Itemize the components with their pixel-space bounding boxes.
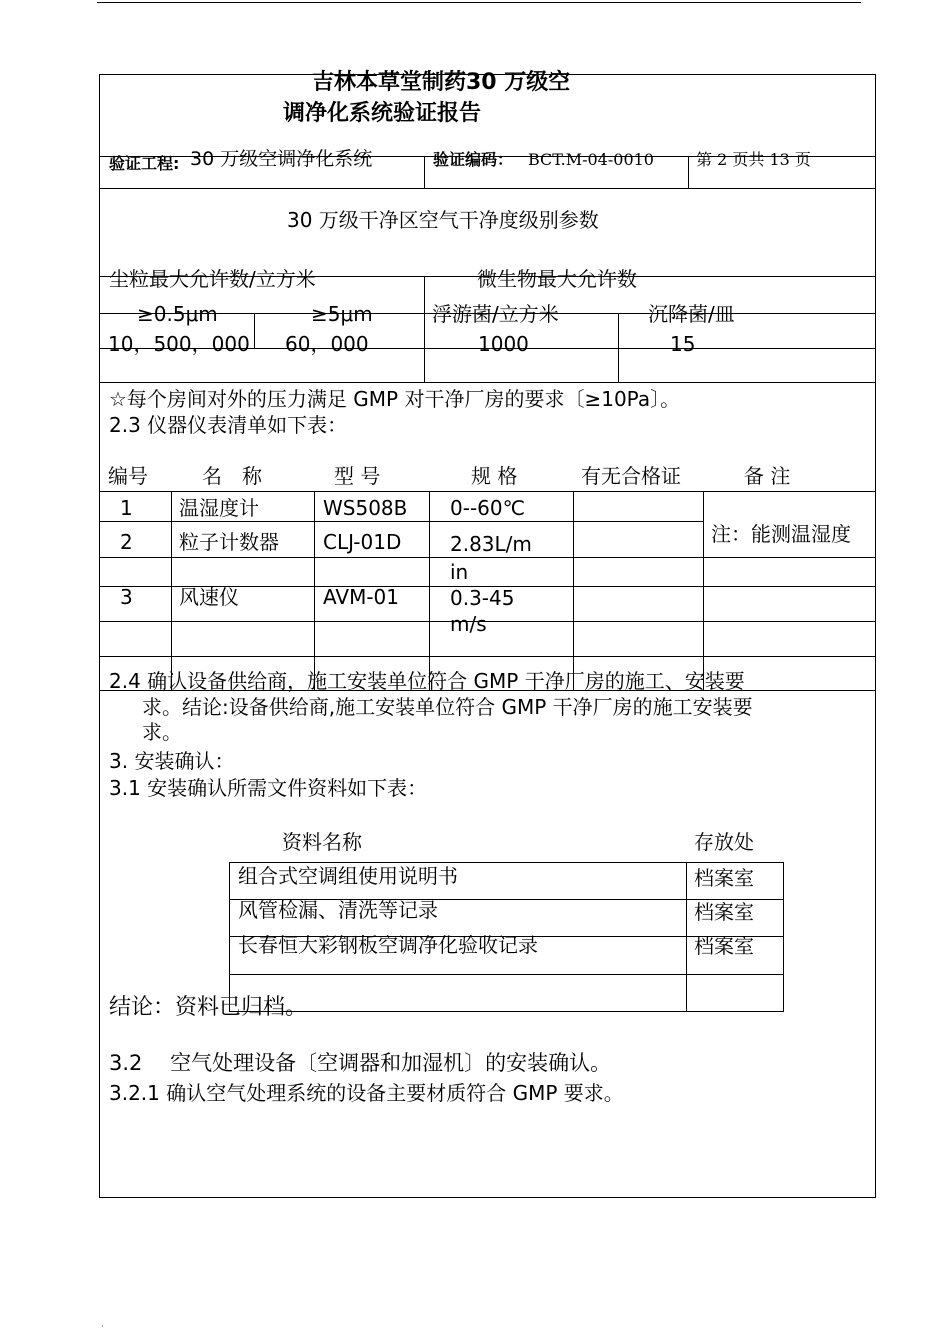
inst-row3-model: AVM-01 bbox=[323, 585, 400, 609]
section-3-2: 3.2 空气处理设备〔空调器和加湿机〕的安装确认。 bbox=[109, 1051, 612, 1075]
col-settle: 沉降菌/皿 bbox=[648, 302, 735, 326]
inst-header-spec: 规 格 bbox=[471, 464, 518, 488]
rule bbox=[429, 491, 430, 690]
code-label: 验证编码： bbox=[433, 150, 514, 169]
inst-row3-spec: 0.3-45m/s bbox=[450, 586, 515, 636]
inst-header-name: 名 称 bbox=[202, 464, 262, 488]
doc-row1-name: 组合式空调组使用说明书 bbox=[238, 864, 458, 888]
inst-row3-name: 风速仪 bbox=[179, 585, 239, 609]
inst-header-model: 型 号 bbox=[334, 464, 381, 488]
val-settle: 15 bbox=[670, 332, 696, 356]
project-label: 验证工程: bbox=[109, 154, 180, 173]
doc-row2-loc: 档案室 bbox=[694, 900, 754, 924]
inst-row2-note: 注：能测温湿度 bbox=[711, 522, 851, 546]
val-5um: 60，000 bbox=[285, 332, 369, 356]
docs-conclusion: 结论：资料已归档。 bbox=[109, 995, 308, 1020]
rule bbox=[314, 491, 315, 690]
rule bbox=[171, 491, 172, 690]
inst-row2-model: CLJ-01D bbox=[323, 530, 402, 554]
inst-row2-no: 2 bbox=[120, 530, 133, 554]
docs-intro: 3.1 安装确认所需文件资料如下表： bbox=[109, 776, 428, 800]
code-value: BCT.M-04-0010 bbox=[528, 150, 654, 169]
col-05um: ≥0.5μm bbox=[137, 302, 218, 326]
rule bbox=[99, 382, 875, 383]
rule bbox=[99, 188, 875, 189]
col-float: 浮游菌/立方米 bbox=[432, 302, 559, 326]
install-heading: 3. 安装确认： bbox=[109, 749, 235, 773]
page-dot: · bbox=[101, 1322, 104, 1331]
col-5um: ≥5μm bbox=[311, 302, 373, 326]
inst-row1-no: 1 bbox=[120, 496, 133, 520]
inst-header-note: 备 注 bbox=[744, 464, 791, 488]
cleanliness-title: 30 万级干净区空气干净度级别参数 bbox=[287, 208, 599, 232]
report-title-line2: 调净化系统验证报告 bbox=[283, 101, 482, 126]
rule bbox=[703, 491, 704, 690]
rule bbox=[99, 656, 875, 657]
rule bbox=[618, 313, 619, 382]
doc-row3-name: 长春恒大彩钢板空调净化验收记录 bbox=[238, 933, 538, 957]
pressure-note: ☆每个房间对外的压力满足 GMP 对干净厂房的要求〔≥10Pa〕。 bbox=[109, 387, 681, 411]
inst-header-cert: 有无合格证 bbox=[581, 464, 681, 488]
doc-row3-loc: 档案室 bbox=[694, 934, 754, 958]
rule bbox=[254, 313, 255, 348]
rule bbox=[229, 974, 783, 975]
inst-row2-spec: 2.83L/min bbox=[450, 532, 532, 584]
supplier-line1: 2.4 确认设备供给商，施工安装单位符合 GMP 干净厂房的施工、安装要 bbox=[109, 669, 745, 693]
page-info: 第 2 页共 13 页 bbox=[696, 150, 811, 169]
rule bbox=[424, 156, 425, 188]
rule bbox=[99, 491, 875, 492]
val-05um: 10，500，000 bbox=[108, 332, 250, 356]
rule bbox=[688, 156, 689, 188]
dust-header: 尘粒最大允许数/立方米 bbox=[109, 267, 316, 291]
inst-row3-no: 3 bbox=[120, 585, 133, 609]
report-title-line1: 吉林本草堂制药30 万级空 bbox=[312, 70, 571, 95]
doc-row1-loc: 档案室 bbox=[694, 866, 754, 890]
inst-header-no: 编号 bbox=[108, 464, 148, 488]
rule bbox=[424, 276, 425, 382]
instrument-intro: 2.3 仪器仪表清单如下表： bbox=[109, 413, 348, 437]
rule bbox=[573, 491, 574, 690]
micro-header: 微生物最大允许数 bbox=[477, 267, 637, 291]
doc-row2-name: 风管检漏、清洗等记录 bbox=[238, 898, 438, 922]
inst-row1-name: 温湿度计 bbox=[179, 496, 259, 520]
supplier-line2: 求。结论:设备供给商,施工安装单位符合 GMP 干净厂房的施工安装要 bbox=[142, 695, 753, 719]
project-value: 30 万级空调净化系统 bbox=[190, 148, 373, 170]
docs-col-loc: 存放处 bbox=[694, 830, 754, 854]
val-float: 1000 bbox=[478, 332, 529, 356]
docs-col-name: 资料名称 bbox=[282, 830, 362, 854]
top-rule bbox=[97, 2, 861, 3]
section-3-2-1: 3.2.1 确认空气处理系统的设备主要材质符合 GMP 要求。 bbox=[109, 1081, 624, 1105]
rule bbox=[99, 521, 703, 522]
inst-row1-spec: 0--60℃ bbox=[450, 496, 526, 520]
rule bbox=[686, 862, 687, 1011]
inst-row1-model: WS508B bbox=[323, 496, 408, 520]
supplier-line3: 求。 bbox=[142, 720, 182, 744]
inst-row2-name: 粒子计数器 bbox=[179, 530, 279, 554]
